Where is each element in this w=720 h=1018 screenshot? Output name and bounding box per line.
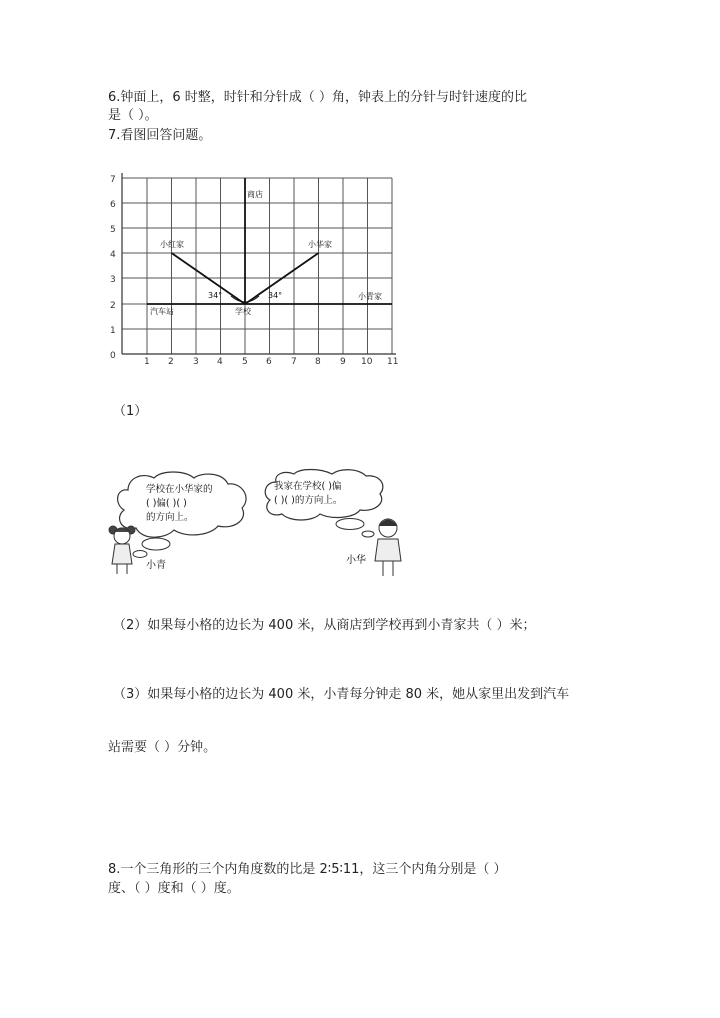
x-tick: 7 [291, 357, 297, 367]
y-tick: 5 [110, 225, 116, 235]
y-tick: 4 [110, 250, 116, 260]
name-xiaoqing: 小青 [146, 560, 166, 571]
bubble-right-tail-small [362, 531, 374, 537]
place-bus-station: 汽车站 [150, 307, 174, 316]
bubble-right-tail [336, 519, 364, 530]
x-tick: 11 [387, 357, 399, 367]
grid-lines [122, 178, 392, 354]
bubble-left-line3: 的方向上。 [146, 512, 194, 523]
part2-text: （2）如果每小格的边长为 400 米，从商店到学校再到小青家共（ ）米； [113, 618, 536, 633]
place-xiaohua-home: 小华家 [308, 240, 332, 249]
x-tick: 5 [242, 357, 248, 367]
x-tick: 1 [144, 357, 150, 367]
q6-line1: 6.钟面上，6 时整，时针和分针成（ ）角，钟表上的分针与时针速度的比 [108, 90, 527, 105]
bubble-right-line2: ( )( )的方向上。 [274, 495, 343, 506]
q8-line2: 度、（ ）度和（ ）度。 [108, 881, 240, 896]
angle-left-label: 34° [208, 291, 223, 300]
boy-figure [375, 519, 401, 576]
x-tick: 4 [217, 357, 223, 367]
coordinate-grid [104, 168, 404, 368]
bubble-left-tail [142, 538, 170, 550]
q6-line2: 是（ ）。 [108, 108, 158, 123]
x-tick: 2 [168, 357, 174, 367]
bubble-left-line2: ( )偏( )( ) [146, 498, 187, 509]
y-tick: 1 [110, 326, 116, 336]
place-xiaohong-home: 小红家 [160, 240, 184, 249]
x-tick: 3 [193, 357, 199, 367]
y-tick: 6 [110, 200, 116, 210]
name-xiaohua: 小华 [346, 555, 366, 566]
speech-illustration [106, 466, 416, 586]
y-tick: 3 [110, 275, 116, 285]
x-tick: 8 [315, 357, 321, 367]
bubble-left-tail-small [133, 551, 147, 558]
y-tick: 2 [110, 301, 116, 311]
bubble-right-line1: 我家在学校( )偏 [274, 481, 342, 492]
part3-line1: （3）如果每小格的边长为 400 米，小青每分钟走 80 米，她从家里出发到汽车 [113, 687, 570, 702]
q7-title: 7.看图回答问题。 [108, 128, 212, 143]
y-tick: 7 [110, 175, 116, 185]
q8-line1: 8.一个三角形的三个内角度数的比是 2∶5∶11，这三个内角分别是（ ） [108, 862, 507, 877]
girl-figure [109, 526, 135, 574]
place-shop: 商店 [247, 190, 263, 199]
part3-line2: 站需要（ ）分钟。 [108, 740, 217, 755]
angle-right-label: 34° [268, 291, 283, 300]
x-tick: 9 [340, 357, 346, 367]
place-school: 学校 [235, 307, 251, 316]
x-tick: 6 [266, 357, 272, 367]
part1-label: （1） [113, 404, 148, 419]
bubble-left-line1: 学校在小华家的 [146, 484, 213, 495]
y-tick: 0 [110, 351, 116, 361]
x-tick: 10 [361, 357, 373, 367]
place-xiaoqing-home: 小青家 [358, 292, 382, 301]
